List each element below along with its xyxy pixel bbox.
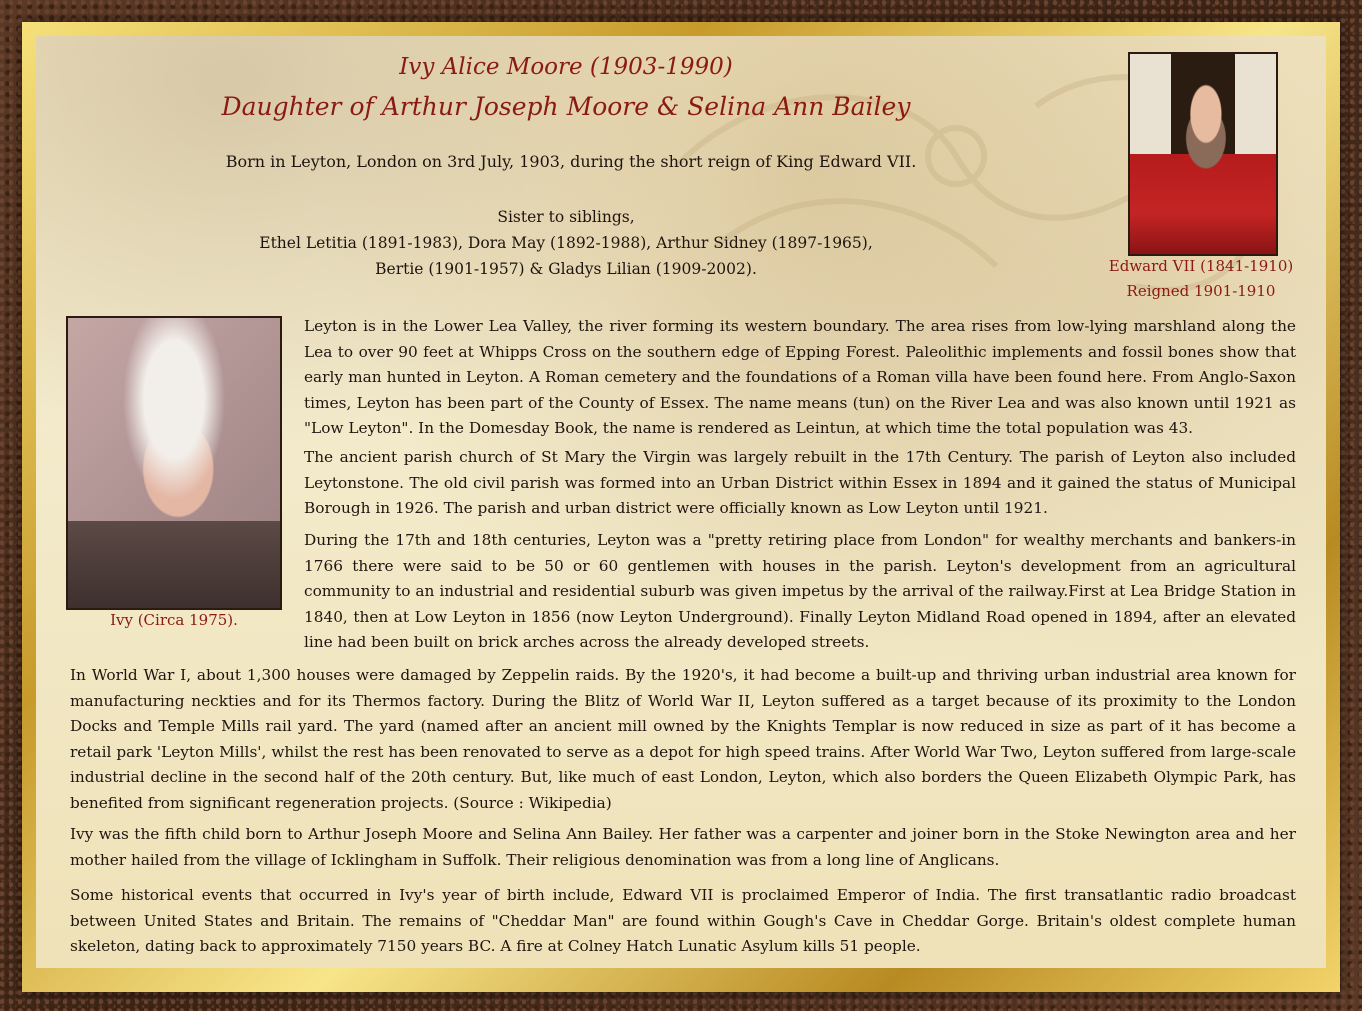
page-subtitle: Daughter of Arthur Joseph Moore & Selina Ann Bailey [221, 92, 911, 121]
paragraph-leyton-history: Leyton is in the Lower Lea Valley, the river forming its western boundary. The area rises from low-lying marshland along the Lea to over 90 feet at Whipps Cross on the southern edge of Epping Forest. Paleolithic implements and fossil bones show that early man hunted in Leyton. A Roman cemetery and the foundations of a Roman villa have been found here. From Anglo-Saxon times, Leyton has been part of the County of Essex. The name means (tun) on the River Lea and was also known until 1921 as "Low Leyton". In the Domesday Book, the name is rendered as Leintun, at which time the total population was 43. [304, 317, 1296, 437]
ivy-portrait [66, 316, 282, 610]
page-title: Ivy Alice Moore (1903-1990) [399, 54, 733, 80]
paragraph-parish: The ancient parish church of St Mary the Virgin was largely rebuilt in the 17th Century. The parish of Leyton also included Leytonstone. The old civil parish was formed into an Urban District within Essex in 1894 and it gained the status of Municipal Borough in 1926. The parish and urban district were officially known as Low Leyton until 1921. [304, 448, 1296, 517]
siblings-intro: Sister to siblings, [497, 208, 635, 226]
paragraph-railway: During the 17th and 18th centuries, Leyton was a "pretty retiring place from London" for wealthy merchants and bankers-in 1766 there were said to be 50 or 60 gentlemen with houses in the parish. Leyton's development from an agricultural community to an industrial and residential suburb was given impetus by the arrival of the railway.First at Lea Bridge Station in 1840, then at Low Leyton in 1856 (now Leyton Underground). Finally Leyton Midland Road opened in 1894, after an elevated line had been built on brick arches across the already developed streets. [304, 531, 1296, 651]
siblings-block [206, 204, 926, 282]
edward-vii-portrait [1128, 52, 1278, 256]
edward-vii-caption [1076, 254, 1326, 304]
birth-statement: Born in Leyton, London on 3rd July, 1903, during the short reign of King Edward VII. [225, 152, 917, 171]
siblings-list-1: Ethel Letitia (1891-1983), Dora May (1892-1988), Arthur Sidney (1897-1965), [259, 234, 873, 252]
edward-vii-name: Edward VII (1841-1910) [1108, 257, 1294, 275]
edward-vii-reign: Reigned 1901-1910 [1126, 282, 1276, 300]
parchment-panel [36, 36, 1326, 968]
paragraph-wars: In World War I, about 1,300 houses were damaged by Zeppelin raids. By the 1920's, it had become a built-up and thriving urban industrial area known for manufacturing neckties and for its Thermos factory. During the Blitz of World War II, Leyton suffered as a target because of its proximity to the London Docks and Temple Mills rail yard. The yard (named after an ancient mill owned by the Knights Templar is now reduced in size as part of it has become a retail park 'Leyton Mills', whilst the rest has been renovated to serve as a depot for high speed trains. After World War Two, Leyton suffered from large-scale industrial decline in the second half of the 20th century. But, like much of east London, Leyton, which also borders the Queen Elizabeth Olympic Park, has benefited from significant regeneration projects. (Source : Wikipedia) [70, 666, 1296, 812]
paragraph-family: Ivy was the fifth child born to Arthur Joseph Moore and Selina Ann Bailey. Her father was a carpenter and joiner born in the Stoke Newington area and her mother hailed from the village of Icklingham in Suffolk. Their religious denomination was from a long line of Anglicans. [70, 825, 1296, 869]
siblings-list-2: Bertie (1901-1957) & Gladys Lilian (1909-2002). [375, 260, 757, 278]
ivy-caption: Ivy (Circa 1975). [110, 611, 238, 629]
paragraph-events: Some historical events that occurred in Ivy's year of birth include, Edward VII is proclaimed Emperor of India. The first transatlantic radio broadcast between United States and Britain. The remains of "Cheddar Man" are found within Gough's Cave in Cheddar Gorge. Britain's oldest complete human skeleton, dating back to approximately 7150 years BC. A fire at Colney Hatch Lunatic Asylum kills 51 people. [70, 886, 1296, 955]
